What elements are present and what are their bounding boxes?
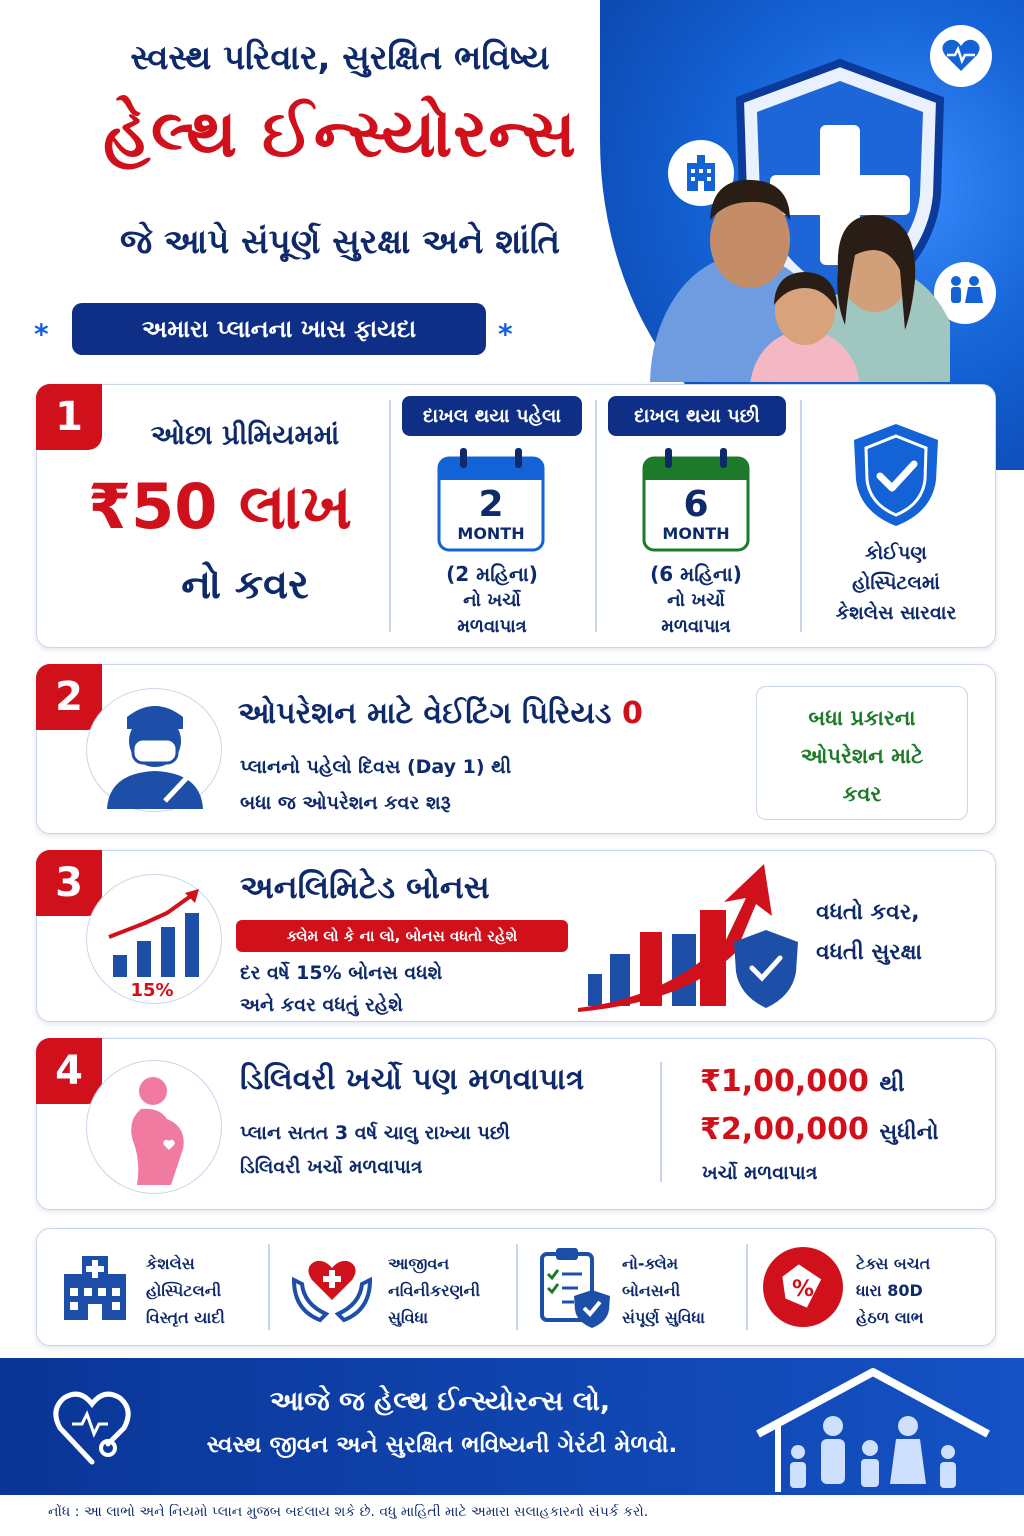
footer-cta-line-2: સ્વસ્થ જીવન અને સુરક્ષિત ભવિષ્યની ગેરંટી મેળવો. bbox=[206, 1432, 678, 1458]
section-2-desc-1: પ્લાનનો પહેલો દિવસ (Day 1) થી bbox=[240, 756, 512, 778]
footer-cta-line-1: આજે જ હેલ્થ ઈન્સ્યોરન્સ લો, bbox=[269, 1386, 611, 1417]
header-tagline: સ્વસ્થ પરિવાર, સુરક્ષિત ભવિષ્ય bbox=[130, 38, 550, 78]
pregnancy-icon-circle bbox=[86, 1060, 222, 1194]
surgeon-icon-circle bbox=[86, 688, 222, 812]
family-photo bbox=[650, 160, 950, 382]
sparkle-left-icon: ⁎ bbox=[34, 310, 49, 343]
before-admission-tag: દાખલ થયા પહેલા bbox=[402, 396, 582, 436]
feature-4-text bbox=[856, 1250, 986, 1331]
section-1-line1: ઓછા પ્રીમિયમમાં bbox=[150, 420, 340, 451]
section-2-box-1: બધા પ્રકારના bbox=[808, 706, 916, 730]
divider bbox=[746, 1244, 748, 1330]
calendar-before-unit: MONTH bbox=[457, 524, 525, 543]
benefits-label: અમારા પ્લાનના ખાસ ફાયદા bbox=[72, 303, 486, 355]
section-1-line3: નો કવર bbox=[181, 562, 309, 608]
feature-1-text bbox=[146, 1250, 266, 1331]
section-3-percent: 15% bbox=[130, 980, 174, 1001]
section-2-box-2: ઓપરેશન માટે bbox=[800, 744, 924, 768]
feature-3-line-2: બોનસની bbox=[622, 1281, 681, 1300]
feature-2-line-3: સુવિધા bbox=[388, 1308, 429, 1327]
cashless-text-3: કેશલેસ સારવાર bbox=[835, 602, 957, 624]
section-1-number: 1 bbox=[36, 384, 102, 450]
footer-note: નોંધ : આ લાભો અને નિયમો પ્લાન મુજબ બદલાય શકે છે. વધુ માહિતી માટે અમારા સલાહકારનો સંપર્ક કરો. bbox=[48, 1504, 649, 1520]
calendar-after-number: 6 bbox=[683, 484, 709, 525]
feature-2-line-1: આજીવન bbox=[388, 1254, 450, 1273]
amount-1-suffix: થી bbox=[879, 1069, 905, 1097]
section-3-desc-2: અને કવર વધતું રહેશે bbox=[240, 994, 403, 1016]
cashless-text-1: કોઈપણ bbox=[865, 542, 927, 564]
amount-2-value: ₹2,00,000 bbox=[700, 1112, 869, 1147]
heart-pulse-icon bbox=[930, 25, 992, 87]
section-2-number: 2 bbox=[36, 664, 102, 730]
cashless-text-2: હોસ્પિટલમાં bbox=[852, 572, 940, 594]
section-2-desc-2: બધા જ ઓપરેશન કવર શરૂ bbox=[240, 792, 451, 814]
sparkle-right-icon: ⁎ bbox=[498, 310, 513, 343]
divider bbox=[389, 400, 391, 632]
calendar-before-number: 2 bbox=[478, 484, 504, 525]
house-family-icon bbox=[748, 1364, 998, 1494]
feature-1-line-3: વિસ્તૃત યાદી bbox=[146, 1308, 225, 1327]
shield-check-icon bbox=[850, 420, 942, 528]
section-3-title: અનલિમિટેડ બોનસ bbox=[240, 868, 490, 906]
after-text-2: નો ખર્ચો bbox=[667, 590, 725, 611]
before-text-2: નો ખર્ચો bbox=[463, 590, 521, 611]
section-4-desc-1: પ્લાન સતત 3 વર્ષ ચાલુ રાખ્યા પછી bbox=[240, 1122, 510, 1144]
feature-1-line-2: હોસ્પિટલની bbox=[146, 1281, 222, 1300]
delivery-amount-1 bbox=[700, 1064, 990, 1099]
section-3-side-1: વધતો કવર, bbox=[816, 900, 920, 925]
after-text-1: (6 મહિના) bbox=[650, 562, 742, 586]
feature-2-line-2: નવિનીકરણની bbox=[388, 1281, 481, 1300]
before-text-1: (2 મહિના) bbox=[446, 562, 538, 586]
amount-2-suffix: સુધીનો bbox=[879, 1120, 939, 1145]
svg-text:%: % bbox=[791, 1277, 815, 1302]
feature-2-text bbox=[388, 1250, 508, 1331]
after-text-3: મળવાપાત્ર bbox=[661, 616, 731, 637]
section-2-title-text: ઓપરેશન માટે વેઈટિંગ પિરિયડ bbox=[238, 696, 612, 731]
section-3-desc-1: દર વર્ષે 15% બોનસ વધશે bbox=[240, 962, 443, 984]
section-4-title: ડિલિવરી ખર્ચો પણ મળવાપાત્ર bbox=[240, 1062, 585, 1097]
header-subtitle: જે આપે સંપૂર્ણ સુરક્ષા અને શાંતિ bbox=[119, 222, 561, 262]
feature-4-line-3: હેઠળ લાભ bbox=[856, 1308, 924, 1327]
section-4-number: 4 bbox=[36, 1038, 102, 1104]
rising-bars-arrow-icon bbox=[576, 862, 806, 1012]
feature-1-line-1: કેશલેસ bbox=[146, 1254, 195, 1273]
divider bbox=[516, 1244, 518, 1330]
surgeon-icon bbox=[87, 689, 223, 813]
hospital-icon bbox=[58, 1252, 132, 1322]
section-3-number: 3 bbox=[36, 850, 102, 916]
feature-3-line-1: નો-ક્લેમ bbox=[622, 1254, 679, 1273]
divider bbox=[268, 1244, 270, 1330]
heart-hands-icon bbox=[290, 1250, 374, 1326]
amount-caption: ખર્ચો મળવાપાત્ર bbox=[702, 1162, 818, 1184]
section-2-title bbox=[238, 696, 708, 731]
divider bbox=[660, 1062, 662, 1182]
feature-4-line-2: ધારા 80D bbox=[856, 1281, 923, 1300]
tax-tag-icon bbox=[760, 1244, 846, 1330]
section-2-title-zero: 0 bbox=[621, 696, 643, 731]
delivery-amount-2 bbox=[700, 1112, 990, 1147]
section-4-desc-2: ડિલિવરી ખર્ચો મળવાપાત્ર bbox=[240, 1156, 423, 1178]
page-title: હેલ્થ ઈન્સ્યોરન્સ bbox=[103, 95, 577, 172]
divider bbox=[595, 400, 597, 632]
section-3-banner: ક્લેમ લો કે ના લો, બોનસ વધતો રહેશે bbox=[236, 920, 568, 952]
section-3-side-2: વધતી સુરક્ષા bbox=[816, 940, 922, 965]
after-admission-tag: દાખલ થયા પછી bbox=[608, 396, 786, 436]
feature-4-line-1: ટેક્સ બચત bbox=[856, 1254, 931, 1273]
checklist-shield-icon bbox=[536, 1244, 614, 1328]
divider bbox=[800, 400, 802, 632]
heart-stethoscope-icon bbox=[50, 1382, 134, 1472]
calendar-after-unit: MONTH bbox=[662, 524, 730, 543]
section-1-amount: ₹50 લાખ bbox=[87, 470, 353, 543]
feature-3-line-3: સંપૂર્ણ સુવિધા bbox=[622, 1308, 705, 1327]
section-2-box-3: કવર bbox=[842, 782, 882, 806]
amount-1-value: ₹1,00,000 bbox=[700, 1064, 869, 1099]
feature-3-text bbox=[622, 1250, 742, 1331]
before-text-3: મળવાપાત્ર bbox=[457, 616, 527, 637]
pregnant-woman-icon bbox=[87, 1061, 223, 1195]
